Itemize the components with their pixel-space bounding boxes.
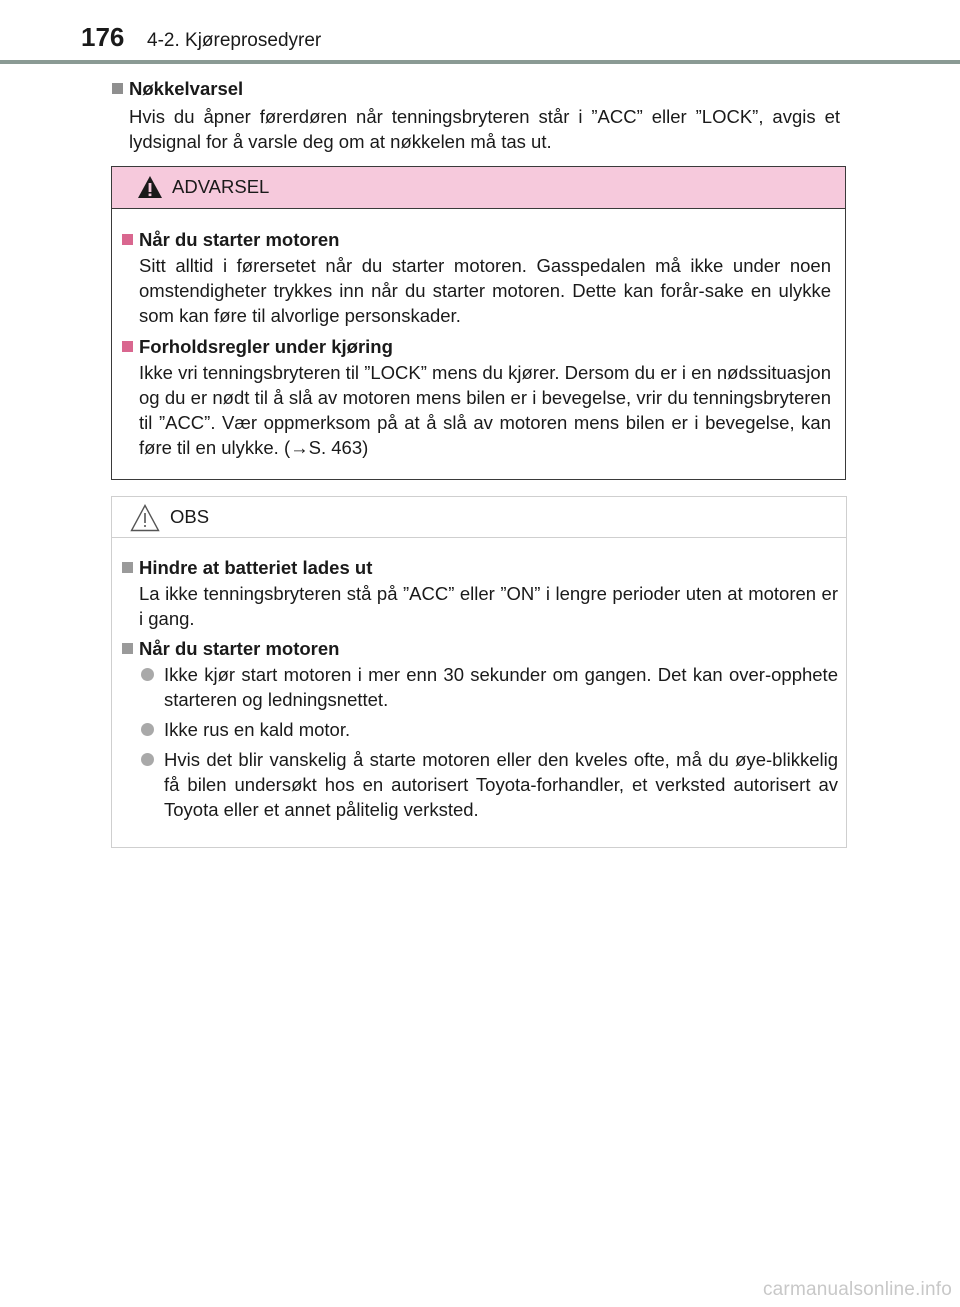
square-bullet-icon	[122, 234, 133, 245]
square-bullet-icon	[122, 643, 133, 654]
intro-section	[112, 76, 840, 154]
warning-box	[111, 166, 846, 480]
notice-item-heading	[122, 636, 838, 662]
notice-bullet-text: Ikke rus en kald motor.	[164, 719, 351, 740]
header-rule	[0, 60, 960, 64]
page-number: 176	[81, 22, 125, 52]
warning-item-heading	[122, 227, 831, 253]
warning-item-heading-text: Forholdsregler under kjøring	[139, 336, 393, 357]
warning-item-text: Ikke vri tenningsbryteren til ”LOCK” mens du kjører. Dersom du er i en nødssituasjon og du er nødt til å slå av motoren mens bilen er i bevegelse, vrir du tenningsbryteren til ”ACC”. Vær oppmerksom på at å slå av motoren mens bilen er i bevegelse, kan føre til en ulykke. (→S. 463)	[139, 362, 831, 458]
notice-item-heading	[122, 555, 838, 581]
warning-item-heading	[122, 334, 831, 360]
warning-label: ADVARSEL	[172, 176, 270, 197]
warning-item	[122, 227, 831, 328]
section-title: 4-2. Kjøreprosedyrer	[147, 30, 322, 51]
warning-item-heading-text: Når du starter motoren	[139, 229, 340, 250]
notice-bullet-text: Hvis det blir vanskelig å starte motoren eller den kveles ofte, må du øye-blikkelig få bilen undersøkt hos en autorisert Toyota-forhandler, et verksted autorisert av Toyota eller et annet pålitelig verksted.	[164, 749, 838, 820]
notice-box	[111, 496, 847, 848]
warning-triangle-icon	[137, 175, 163, 199]
notice-bullet	[122, 662, 838, 712]
notice-item-text: La ikke tenningsbryteren stå på ”ACC” eller ”ON” i lengre perioder uten at motoren er i gang.	[139, 583, 838, 629]
notice-label: OBS	[170, 506, 210, 527]
warning-item-text: Sitt alltid i førersetet når du starter motoren. Gasspedalen må ikke under noen omstendigheter trykkes inn når du starter motoren. Dette kan forår-sake en ulykke som kan føre til alvorlige personskader.	[139, 255, 831, 326]
circle-bullet-icon	[141, 668, 154, 681]
caution-triangle-icon	[130, 504, 160, 532]
notice-item	[122, 636, 838, 822]
notice-header	[112, 497, 846, 538]
notice-item	[122, 555, 838, 631]
notice-item-heading-text: Hindre at batteriet lades ut	[139, 557, 373, 578]
square-bullet-icon	[122, 341, 133, 352]
intro-heading	[112, 76, 840, 102]
notice-bullet	[122, 717, 838, 742]
notice-body	[112, 538, 846, 822]
intro-text: Hvis du åpner førerdøren når tenningsbryteren står i ”ACC” eller ”LOCK”, avgis et lydsignal for å varsle deg om at nøkkelen må tas ut.	[129, 106, 840, 152]
square-bullet-icon	[112, 83, 123, 94]
warning-header	[112, 167, 845, 209]
circle-bullet-icon	[141, 723, 154, 736]
circle-bullet-icon	[141, 753, 154, 766]
notice-bullet	[122, 747, 838, 822]
square-bullet-icon	[122, 562, 133, 573]
watermark: carmanualsonline.info	[762, 1279, 952, 1300]
notice-item-heading-text: Når du starter motoren	[139, 638, 340, 659]
intro-heading-text: Nøkkelvarsel	[129, 78, 244, 99]
notice-bullet-text: Ikke kjør start motoren i mer enn 30 sekunder om gangen. Det kan over-opphete starteren og ledningsnettet.	[164, 664, 838, 710]
warning-item	[122, 334, 831, 460]
warning-body	[112, 209, 845, 460]
